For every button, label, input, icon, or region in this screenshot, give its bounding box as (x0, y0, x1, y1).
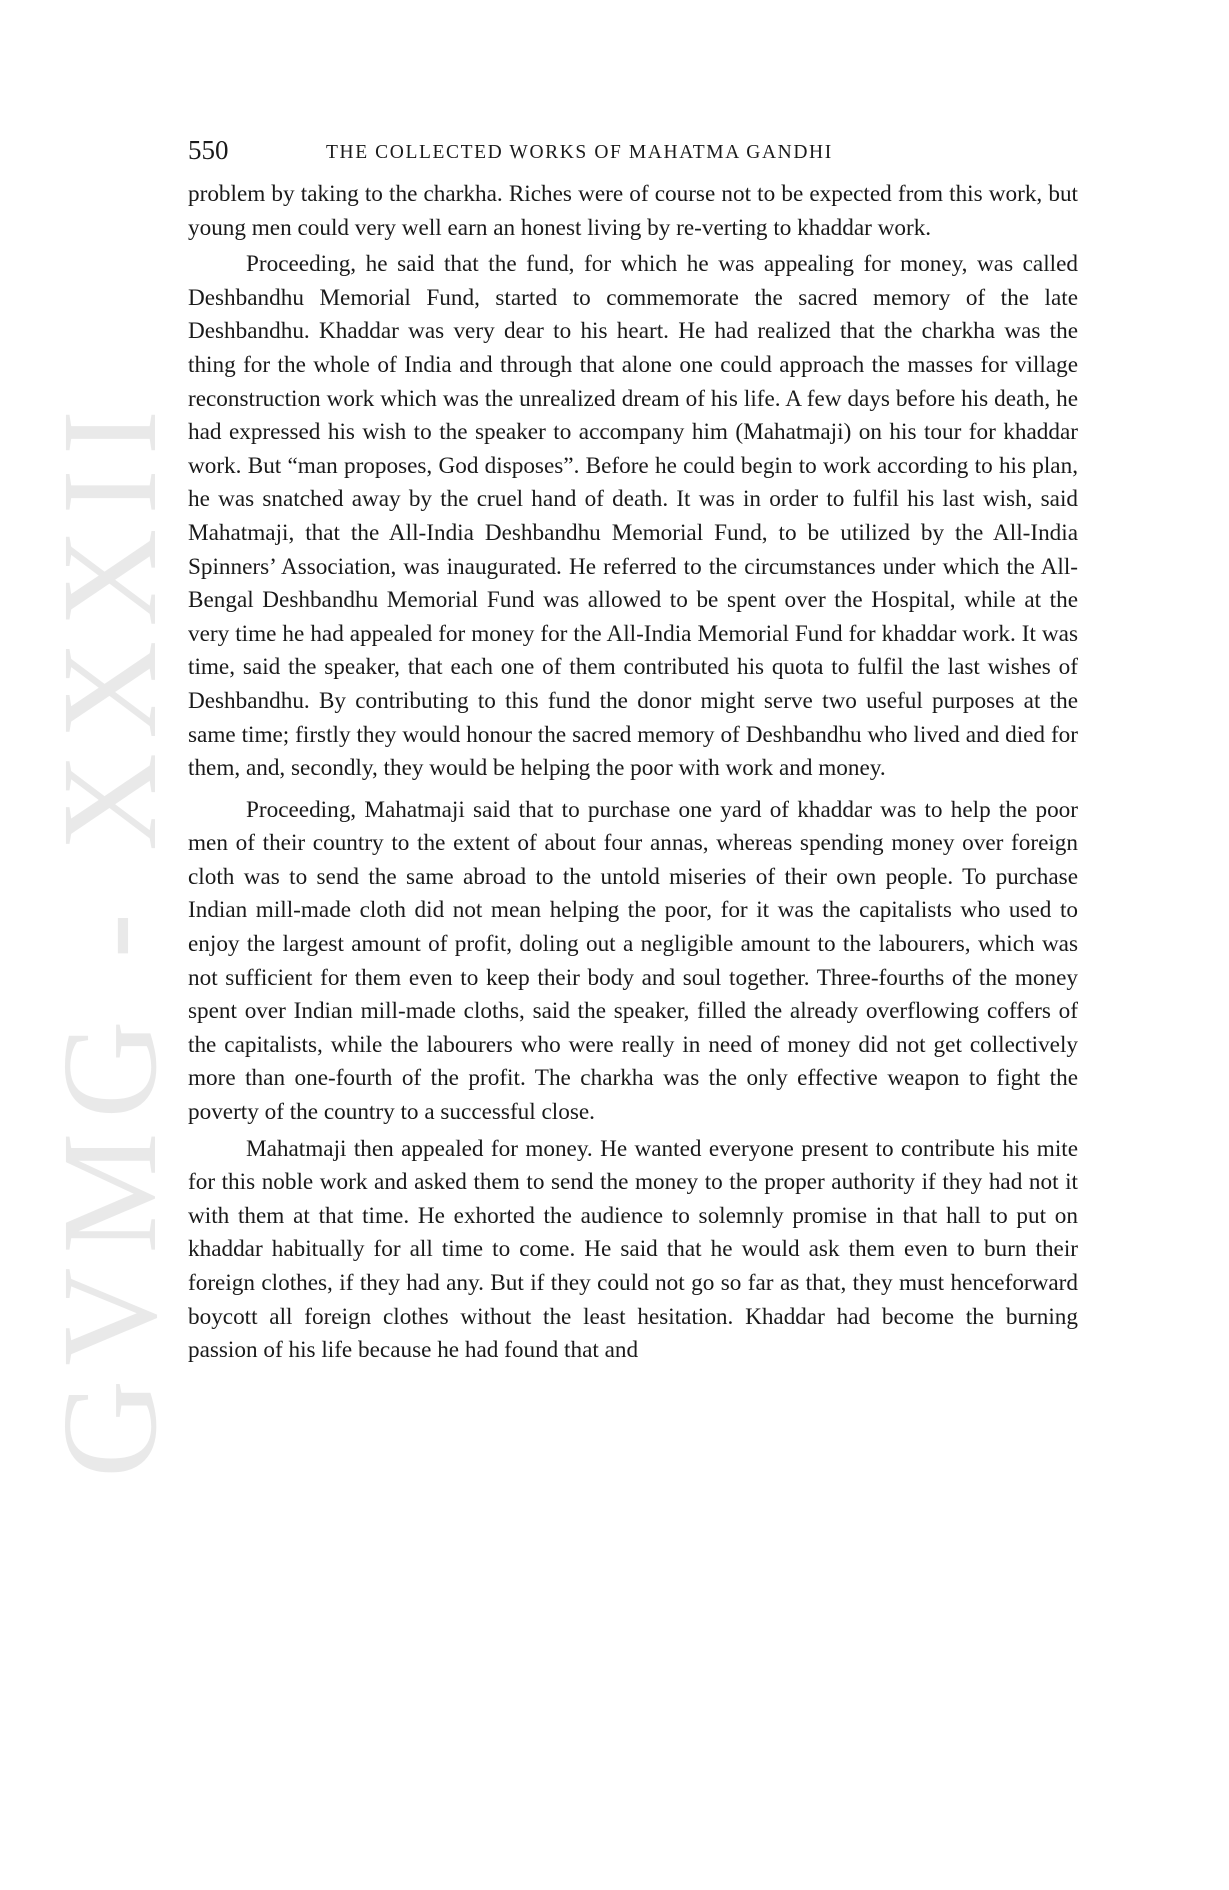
paragraph-3: Proceeding, Mahatmaji said that to purchase one yard of khaddar was to help the poor men of their country to the extent of about four annas, whereas spending money over foreign cloth was to send the same abroad to the untold miseries of their own people. To purchase Indian mill-made cloth did not mean helping the poor, for it was the capitalists who used to enjoy the largest amount of profit, doling out a negligible amount to the labourers, which was not sufficient for them even to keep their body and soul together. Three-fourths of the money spent over Indian mill-made cloths, said the speaker, filled the already overflowing coffers of the capitalists, while the labourers who were really in need of money did not get collectively more than one-fourth of the profit. The charkha was the only effective weapon to fight the poverty of the country to a successful close. (188, 796, 1078, 1126)
page-number: 550 (188, 135, 229, 165)
paragraph-1: problem by taking to the charkha. Riches were of course not to be expected from this work, but young men could very well earn an honest living by re-verting to khaddar work. (188, 181, 1078, 241)
watermark: GVMG - XXXII (35, 395, 185, 1478)
running-title: THE COLLECTED WORKS OF MAHATMA GANDHI (326, 142, 833, 163)
paragraph-4: Mahatmaji then appealed for money. He wanted everyone present to contribute his mite for this noble work and asked them to send the money to the proper authority if they had not it with them at that time. He exhorted the audience to solemnly promise in that hall to put on khaddar habitually for all time to come. He said that he would ask them even to burn their foreign clothes, if they had any. But if they could not go so far as that, they must henceforward boycott all foreign clothes without the least hesitation. Khaddar had become the burning passion of his life because he had found that and (188, 1135, 1078, 1364)
page-header (188, 130, 1078, 170)
body-text (188, 178, 1078, 1368)
paragraph-2: Proceeding, he said that the fund, for which he was appealing for money, was called Deshbandhu Memorial Fund, started to commemorate the sacred memory of the late Deshbandhu. Khaddar was very dear to his heart. He had realized that the charkha was the thing for the whole of India and through that alone one could approach the masses for village reconstruction work which was the unrealized dream of his life. A few days before his death, he had expressed his wish to the speaker to accompany him (Mahatmaji) on his tour for khaddar work. But “man proposes, God disposes”. Before he could begin to work according to his plan, he was snatched away by the cruel hand of death. It was in order to fulfil his last wish, said Mahatmaji, that the All-India Deshbandhu Memorial Fund, to be utilized by the All-India Spinners’ Association, was inaugurated. He referred to the circumstances under which the All-Bengal Deshbandhu Memorial Fund was allowed to be spent over the Hospital, while at the very time he had appealed for money for the All-India Memorial Fund for khaddar work. It was time, said the speaker, that each one of them contributed his quota to fulfil the last wishes of Deshbandhu. By contributing to this fund the donor might serve two useful purposes at the same time; firstly they would honour the sacred memory of Deshbandhu who lived and died for them, and, secondly, they would be helping the poor with work and money. (188, 251, 1078, 782)
